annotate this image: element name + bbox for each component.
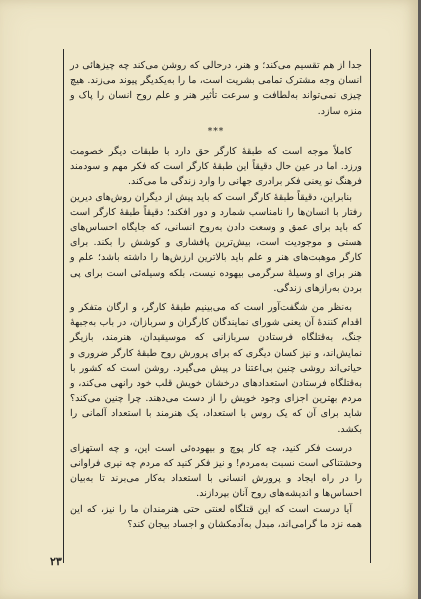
paragraph-1: جدا از هم تقسیم می‌کند؛ و هنر، درحالی که روشن می‌کند چه چیزهائی در انسان وجه مشترک تمامی بشریت است، ما را به‌یکدیگر پیوند می‌زند. هیچ چیزی نمی‌تواند به‌لطافت و سرعت تأثیر هنر و علم روح انسان را پاک و منزه سازد.	[70, 60, 362, 117]
paragraph-6: آیا درست است که این قتلگاه لعنتی حتی هنرمندان ما را نیز، که این همه نزد ما گرامی‌اند، مبدل به‌آدمکشان و اجساد بیجان کند؟	[70, 503, 362, 530]
paragraph-2: کاملاً موجه است که طبقهٔ کارگر حق دارد با طبقات دیگر خصومت ورزد. اما در عین حال دقیقاً این طبقهٔ کارگر است که فکر مهم و سودمند فرهنگ نو یعنی فکر برادری جهانی را وارد زندگی ما می‌کند.	[70, 146, 362, 188]
paragraph-4: به‌نظر من شگفت‌آور است که می‌بینیم طبقهٔ کارگر، و ارگان متفکر و اقدام کنندهٔ آن یعنی شورای نمایندگان کارگران و سربازان، در باب به‌جبههٔ جنگ، به‌قتلگاه فرستادن سربازانی که موسیقیدان، هنرمند، بازیگر نمایش‌اند، و نیز کسان دیگری که برای پرورش روح طبقهٔ کارگر ضروری و حیاتی‌اند روشی چنین بی‌اعتنا در پیش می‌گیرد. روشن است که کشور با به‌قتلگاه فرستادن استعدادهای درخشان خویش قلب خود رانهی می‌کند، و مردم بهترین اجزای وجود خویش را از دست می‌دهند. چرا چنین می‌کند؟ شاید برای آن که یک روس با استعداد، یک هنرمند با استعداد آلمانی را بکشد.	[70, 302, 362, 435]
section-separator: ***	[207, 126, 225, 137]
paragraph-5: درست فکر کنید، چه کار پوچ و بیهوده‌ئی است این، و چه استهزای وحشتناکی است نسبت به‌مردم! و نیز فکر کنید که مردم چه نیری فراوانی را در راه ایجاد و پرورش انسانی با استعداد به‌کار می‌برند تا به‌بیان احساس‌ها و اندیشه‌های روح آنان بپردازند.	[70, 442, 362, 500]
page-body	[70, 58, 362, 532]
paragraph-3: بنابراین، دقیقاً طبقهٔ کارگر است که باید پیش از دیگران روش‌های دیرین رفتار با انسان‌ها را نامناسب شمارد و دور افکند؛ دقیقاً طبقهٔ کارگر است که باید برای عمق و وسعت دادن به‌روح انسانی، که جایگاه احساس‌های هستی و موجودیت است، بیش‌ترین پافشاری و کوشش را بکند. برای کارگر موهبت‌های هنر و علم باید بالاترین ارزش‌ها را داشته باشد؛ علم و هنر برای او وسیلهٔ سرگرمی بیهوده نیست، بلکه وسیله‌ئی است برای پی بردن به‌رازهای زندگی.	[70, 191, 362, 294]
page-number: ۲۳	[50, 555, 62, 568]
